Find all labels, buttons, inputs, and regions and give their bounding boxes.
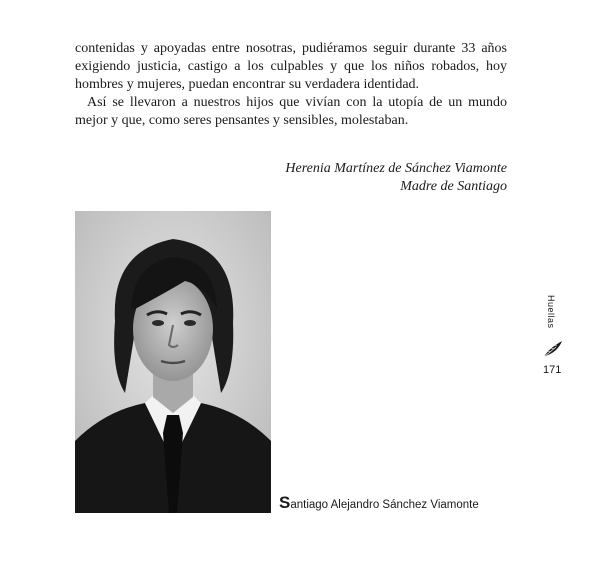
photo-caption xyxy=(279,493,479,513)
paragraph-1: contenidas y apoyadas entre nosotras, pudiéramos seguir durante 33 años exigiendo justicia, castigo a los culpables y que los niños robados, hoy hombres y mujeres, puedan encontrar su verdadera identidad. xyxy=(75,41,507,92)
portrait-photo xyxy=(75,211,271,513)
signature-name: Herenia Martínez de Sánchez Viamonte xyxy=(285,161,507,176)
paragraph-2: Así se llevaron a nuestros hijos que vivían con la utopía de un mundo mejor y que, como seres pensantes y sensibles, molestaban. xyxy=(75,95,507,128)
signature-block xyxy=(285,160,507,196)
side-label: Huellas xyxy=(546,295,556,329)
caption-text: antiago Alejandro Sánchez Viamonte xyxy=(290,499,479,511)
body-text xyxy=(75,40,507,130)
portrait-illustration xyxy=(75,211,271,513)
side-marker xyxy=(538,295,572,385)
signature-role: Madre de Santiago xyxy=(400,179,507,194)
caption-initial: S xyxy=(279,493,291,512)
leaf-icon xyxy=(542,339,564,359)
page-number: 171 xyxy=(543,364,562,376)
